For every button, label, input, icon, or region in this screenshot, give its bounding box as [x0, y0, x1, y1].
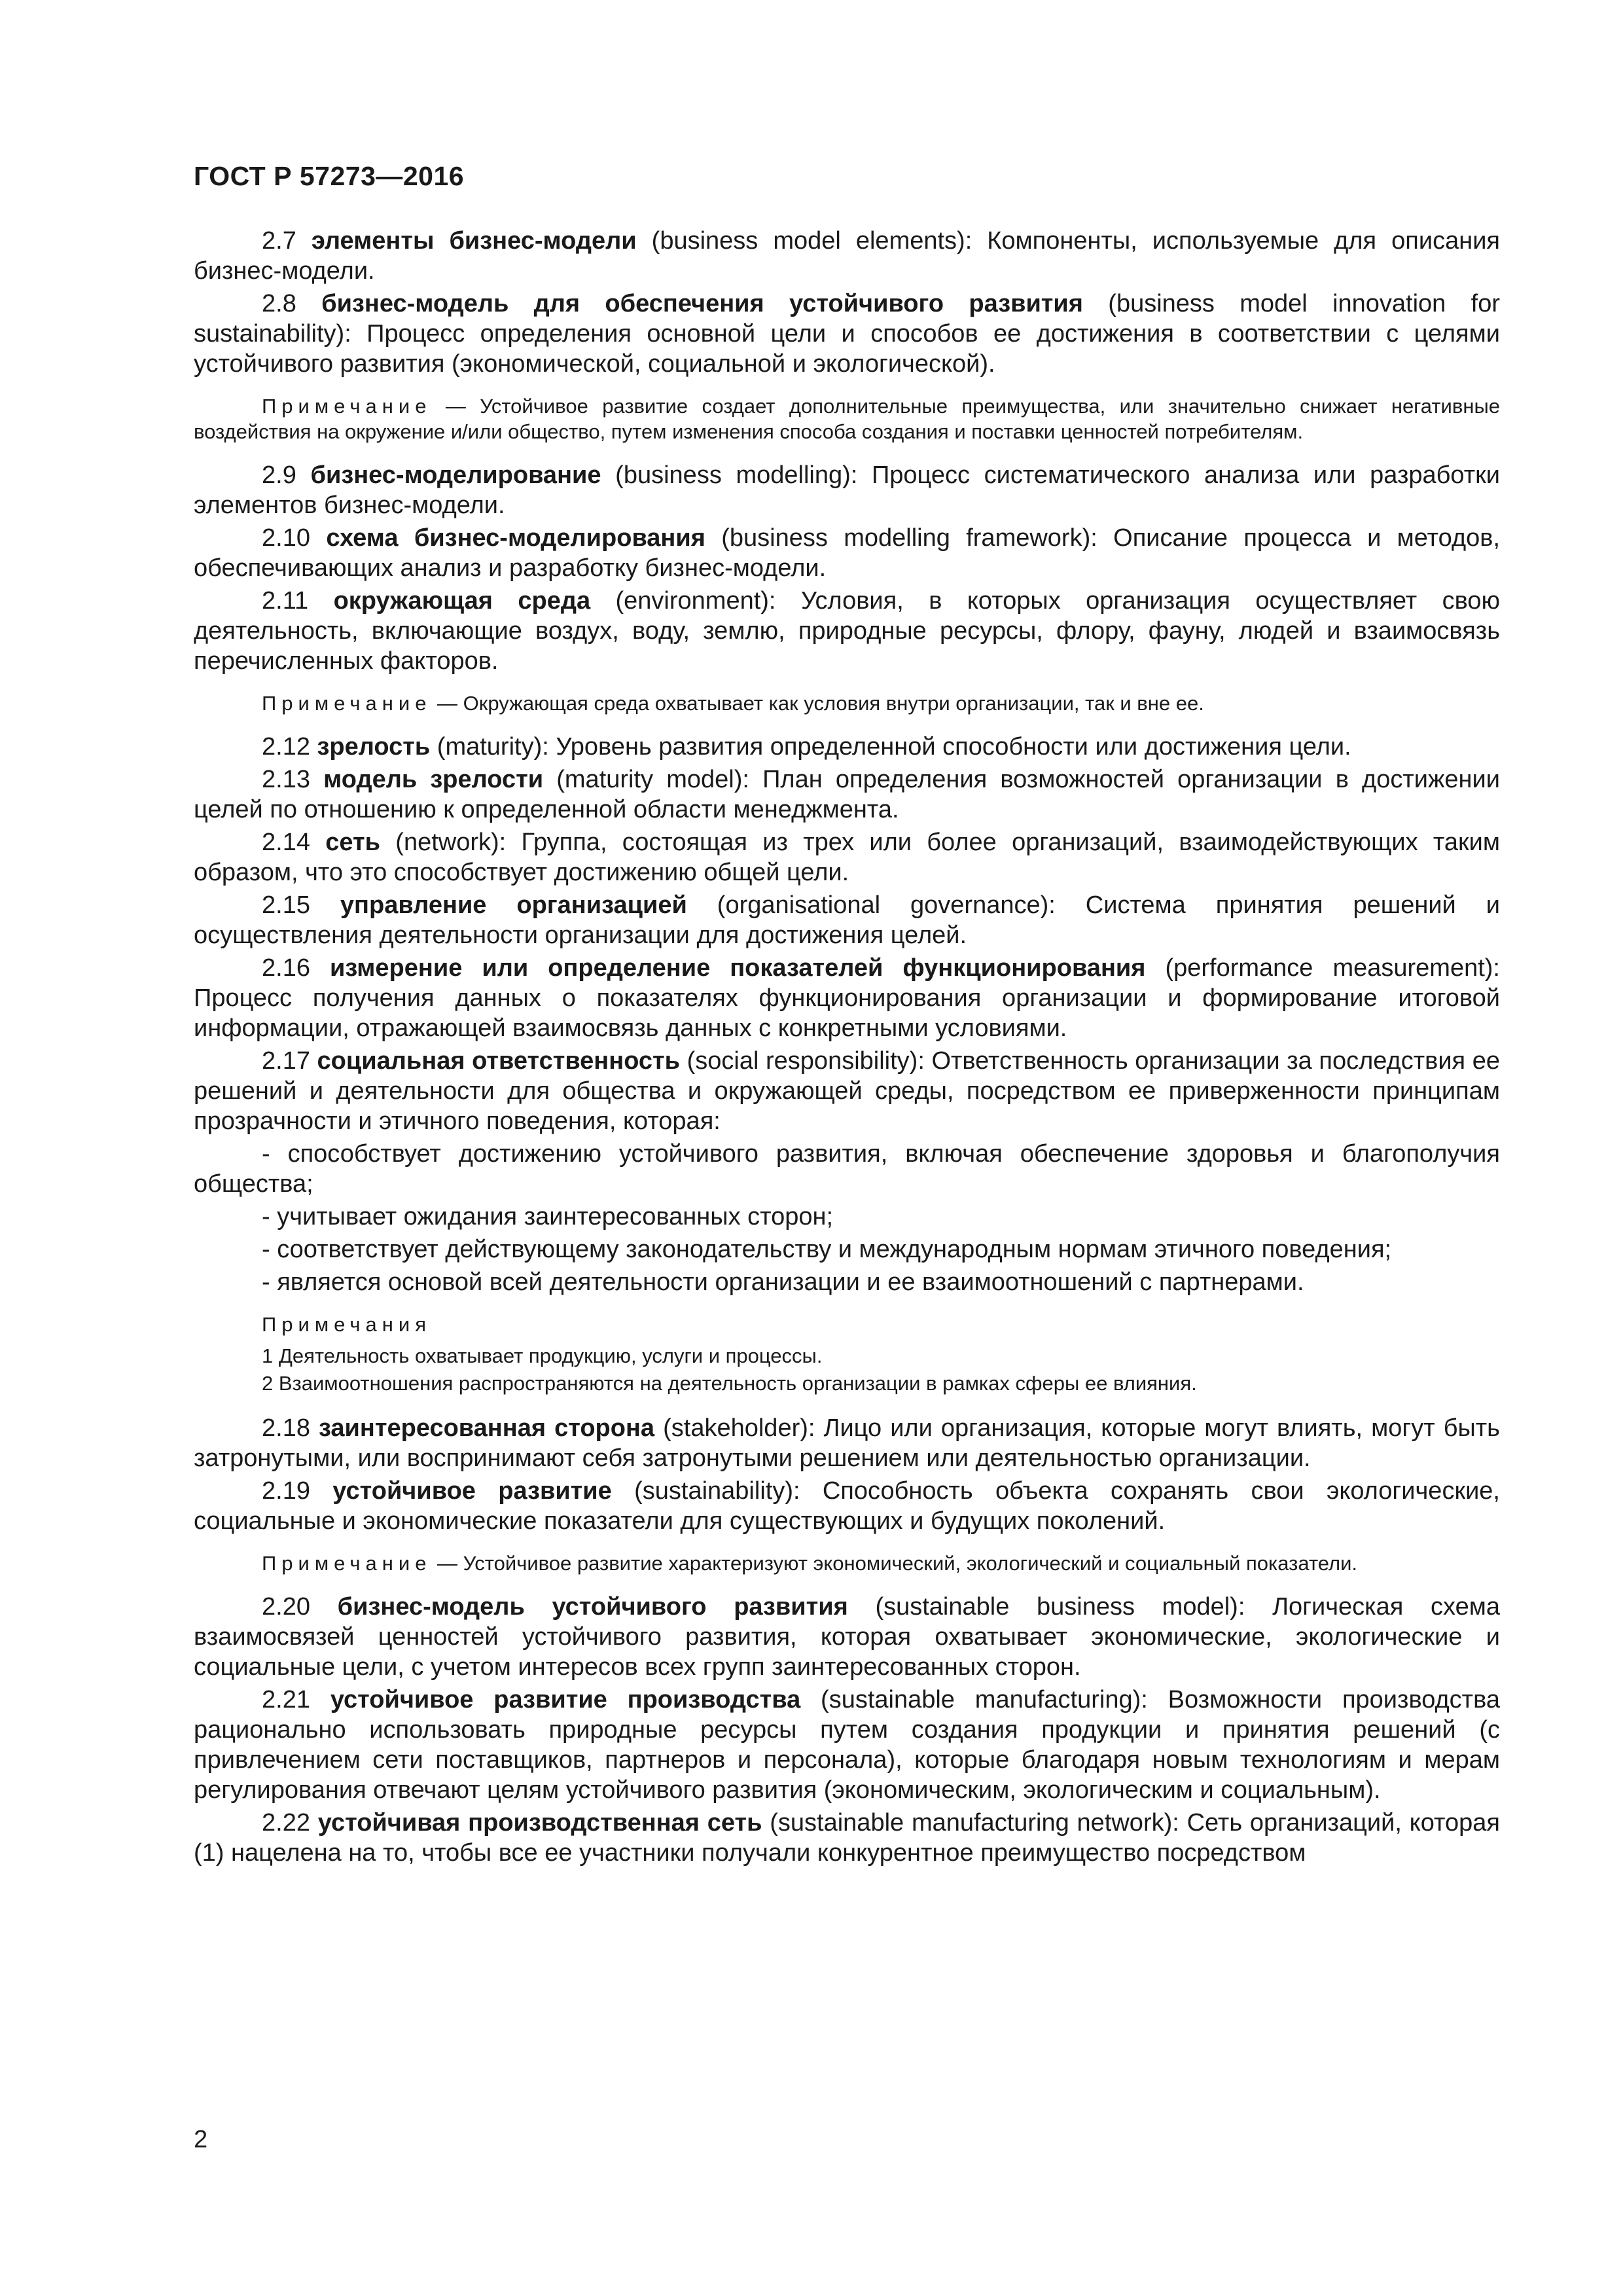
term-text: (business modelling): Процесс систематического анализа или разработки элементов бизнес-модели. — [194, 461, 1500, 519]
term-name: сеть — [325, 829, 380, 856]
note-label: Примечание — [262, 1552, 432, 1575]
term-definition — [194, 1476, 1500, 1536]
term-definition — [194, 890, 1500, 950]
term-text: (sustainable business model): Логическая схема взаимосвязей ценностей устойчивого развития, которая охватывает экономические, экологические и социальные цели, с учетом интересов всех групп заинтересованных сторон. — [194, 1593, 1500, 1681]
term-number: 2.8 — [262, 290, 322, 317]
term-number: 2.15 — [262, 891, 340, 919]
term-text: (organisational governance): Система принятия решений и осуществления деятельности организации для достижения целей. — [194, 891, 1500, 949]
bullet-list — [194, 1139, 1500, 1297]
term-number: 2.14 — [262, 829, 326, 856]
note — [194, 691, 1500, 716]
term-text: (business modelling framework): Описание процесса и методов, обеспечивающих анализ и разработку бизнес-модели. — [194, 524, 1500, 582]
notes-label: Примечания — [262, 1313, 431, 1336]
term-name: модель зрелости — [323, 766, 544, 793]
term-number: 2.19 — [262, 1477, 333, 1505]
list-item: - способствует достижению устойчивого развития, включая обеспечение здоровья и благополучия общества; — [194, 1140, 1500, 1198]
term-definition — [194, 586, 1500, 676]
term-text: (performance measurement): Процесс получения данных о показателях функционирования организации и формирование итоговой информации, отражающей взаимосвязь данных с конкретными условиями. — [194, 954, 1500, 1042]
note — [194, 393, 1500, 444]
term-definition — [194, 1592, 1500, 1682]
term-number: 2.11 — [262, 587, 334, 615]
term-text: (stakeholder): Лицо или организация, которые могут влиять, могут быть затронутыми, или воспринимают себя затронутыми решением или деятельностью организации. — [194, 1414, 1500, 1472]
term-number: 2.7 — [262, 227, 312, 255]
note-label: Примечание — [262, 692, 432, 715]
term-definition — [194, 764, 1500, 825]
list-item: - соответствует действующему законодательству и международным нормам этичного поведения; — [262, 1236, 1392, 1263]
term-name: зрелость — [317, 733, 431, 761]
document-body — [194, 226, 1500, 1871]
term-name: схема бизнес-моделирования — [326, 524, 705, 552]
term-text: (business model elements): Компоненты, используемые для описания бизнес-модели. — [194, 227, 1500, 285]
term-text: (environment): Условия, в которых организация осуществляет свою деятельность, включающие воздух, воду, землю, природные ресурсы, флору, фауну, людей и взаимосвязь перечисленных факторов. — [194, 587, 1500, 675]
term-name: бизнес-модель для обеспечения устойчивого развития — [321, 290, 1083, 317]
term-number: 2.20 — [262, 1593, 338, 1621]
term-number: 2.17 — [262, 1047, 317, 1075]
document-code-header: ГОСТ Р 57273—2016 — [194, 161, 465, 191]
term-text: (network): Группа, состоящая из трех или более организаций, взаимодействующих таким образом, что это способствует достижению общей цели. — [194, 829, 1500, 886]
term-name: окружающая среда — [333, 587, 591, 615]
note-text: — Устойчивое развитие создает дополнительные преимущества, или значительно снижает негативные воздействия на окружение и/или общество, путем изменения способа создания и поставки ценностей потребителям. — [194, 395, 1500, 443]
note — [194, 1551, 1500, 1576]
term-number: 2.12 — [262, 733, 317, 761]
term-name: бизнес-модель устойчивого развития — [337, 1593, 848, 1621]
term-definition — [194, 460, 1500, 520]
term-number: 2.9 — [262, 461, 311, 489]
notes-list — [194, 1342, 1500, 1397]
term-text: (business model innovation for sustainability): Процесс определения основной цели и способов ее достижения в соответствии с целями устойчивого развития (экономической, социальной и экологической). — [194, 290, 1500, 378]
term-definition — [194, 1685, 1500, 1805]
term-text: (sustainable manufacturing): Возможности производства рационально использовать природные ресурсы путем создания продукции и принятия решений (с привлечением сети поставщиков, партнеров и персонала), которые благодаря новым технологиям и мерам регулирования отвечают целям устойчивого развития (экономическим, экологическим и социальным). — [194, 1686, 1500, 1804]
term-name: устойчивое развитие — [332, 1477, 612, 1505]
term-name: социальная ответственность — [317, 1047, 681, 1075]
term-text: (maturity model): План определения возможностей организации в достижении целей по отношению к определенной области менеджмента. — [194, 766, 1500, 823]
term-definition — [194, 953, 1500, 1043]
term-definition — [194, 827, 1500, 888]
term-text: (sustainable manufacturing network): Сеть организаций, которая (1) нацелена на то, чтобы все ее участники получали конкурентное преимущество посредством — [194, 1809, 1500, 1867]
term-number: 2.10 — [262, 524, 327, 552]
term-number: 2.13 — [262, 766, 324, 793]
term-definition — [194, 1808, 1500, 1868]
term-text: (sustainability): Способность объекта сохранять свои экологические, социальные и экономические показатели для существующих и будущих поколений. — [194, 1477, 1500, 1535]
term-name: элементы бизнес-модели — [311, 227, 637, 255]
term-definition — [194, 1413, 1500, 1473]
page-number: 2 — [194, 2126, 208, 2153]
term-text: (social responsibility): Ответственность организации за последствия ее решений и деятельности для общества и окружающей среды, посредством ее приверженности принципам прозрачности и этичного поведения, которая: — [194, 1047, 1500, 1135]
term-text: (maturity): Уровень развития определенной способности или достижения цели. — [430, 733, 1351, 761]
term-name: управление организацией — [340, 891, 687, 919]
note-item: 2 Взаимоотношения распространяются на деятельность организации в рамках сферы ее влияния. — [262, 1372, 1197, 1395]
term-number: 2.21 — [262, 1686, 330, 1713]
list-item: - учитывает ожидания заинтересованных сторон; — [262, 1203, 834, 1230]
note-text: — Окружающая среда охватывает как условия внутри организации, так и вне ее. — [431, 692, 1204, 715]
term-name: заинтересованная сторона — [319, 1414, 655, 1442]
note-text: — Устойчивое развитие характеризуют экономический, экологический и социальный показатели. — [431, 1552, 1358, 1575]
note-label: Примечание — [262, 395, 432, 418]
term-name: бизнес-моделирование — [310, 461, 601, 489]
term-number: 2.18 — [262, 1414, 319, 1442]
term-name: устойчивое развитие производства — [330, 1686, 801, 1713]
term-name: измерение или определение показателей функционирования — [329, 954, 1146, 982]
term-definition — [194, 523, 1500, 583]
term-number: 2.16 — [262, 954, 330, 982]
term-definition — [194, 732, 1500, 762]
note-item: 1 Деятельность охватывает продукцию, услуги и процессы. — [262, 1344, 823, 1367]
term-definition — [194, 226, 1500, 286]
term-definition — [194, 289, 1500, 379]
list-item: - является основой всей деятельности организации и ее взаимоотношений с партнерами. — [262, 1268, 1304, 1296]
term-name: устойчивая производственная сеть — [317, 1809, 762, 1837]
term-number: 2.22 — [262, 1809, 318, 1837]
term-definition — [194, 1046, 1500, 1136]
